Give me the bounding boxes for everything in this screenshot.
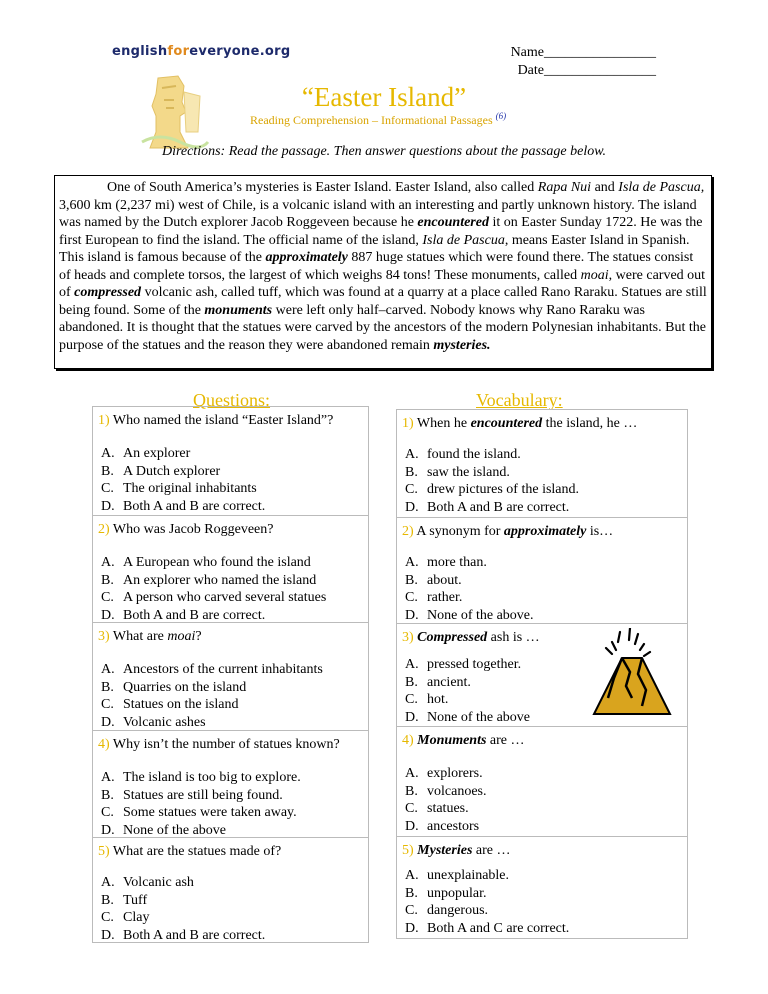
- answer-option[interactable]: A. explorers.: [405, 766, 483, 781]
- answer-option[interactable]: B. about.: [405, 572, 462, 588]
- page-title: “Easter Island”: [301, 82, 467, 112]
- answer-option[interactable]: A. pressed together.: [405, 657, 522, 672]
- answer-option[interactable]: D. Both A and B are correct.: [405, 499, 570, 515]
- questions-heading: Questions:: [193, 390, 271, 410]
- answer-option[interactable]: D. None of the above: [405, 709, 531, 725]
- question-1: 1) Who named the island “Easter Island”? A. An explorer B. A Dutch explorer C. The original inhabitants D. Both A and B are correct.: [98, 413, 334, 514]
- answer-option[interactable]: A. more than.: [405, 555, 487, 570]
- vocab-question-2: 2) A synonym for approximately is… A. more than. B. about. C. rather. D. None of the above.: [397, 517, 687, 624]
- question-3: 3) What are moai? A. Ancestors of the current inhabitants B. Quarries on the island C. Statues on the island D. Volcanic ashes: [93, 622, 368, 731]
- answer-option[interactable]: C. dangerous.: [405, 903, 489, 918]
- vocabulary-heading: Vocabulary:: [476, 390, 563, 410]
- answer-option[interactable]: D. None of the above.: [405, 607, 534, 623]
- answer-option[interactable]: D. None of the above: [101, 822, 227, 838]
- question-5: 5) What are the statues made of? A. Volcanic ash B. Tuff C. Clay D. Both A and B are correct.: [93, 837, 368, 943]
- answer-option[interactable]: A. A European who found the island: [101, 555, 311, 570]
- questions-column: [92, 406, 369, 943]
- answer-option[interactable]: B. ancient.: [405, 674, 471, 690]
- answer-option[interactable]: B. Tuff: [101, 892, 148, 908]
- answer-option[interactable]: C. Some statues were taken away.: [101, 805, 297, 820]
- answer-option[interactable]: C. A person who carved several statues: [101, 590, 327, 605]
- answer-option[interactable]: B. Statues are still being found.: [101, 787, 283, 803]
- answer-option[interactable]: C. Clay: [101, 910, 150, 925]
- answer-option[interactable]: A. The island is too big to explore.: [101, 770, 301, 785]
- answer-option[interactable]: D. Both A and C are correct.: [405, 920, 570, 936]
- answer-option[interactable]: B. An explorer who named the island: [101, 572, 317, 588]
- question-4: 4) Why isn’t the number of statues known? A. The island is too big to explore. B. Statues are still being found. C. Some statues were taken away. D. None of the above: [93, 730, 368, 838]
- answer-option[interactable]: B. saw the island.: [405, 464, 510, 480]
- answer-option[interactable]: C. statues.: [405, 801, 469, 816]
- answer-option[interactable]: B. volcanoes.: [405, 783, 487, 799]
- vocab-question-1: 1) When he encountered the island, he … A. found the island. B. saw the island. C. drew pictures of the island. D. Both A and B are correct.: [402, 416, 638, 515]
- answer-option[interactable]: C. rather.: [405, 590, 463, 605]
- reading-passage: One of South America’s mysteries is Easter Island. Easter Island, also called Rapa Nui and Isla de Pascua, 3,600 km (2,237 mi) west of Chile, is a volcanic island with an interesting and partly unknown history. The island was named by the Dutch explorer Jacob Roggeveen because he encountered it on Easter Sunday 1722. He was the first European to find the island. The official name of the island, Isla de Pascua, means Easter Island in Spanish. This island is famous because of the approximately 887 huge statues which were found there. The statues consist of heads and complete torsos, the largest of which weighs 84 tons! These monuments, called moai, were carved out of compressed volcanic ash, called tuff, which was found at a quarry at a place called Rano Raraku. Statues are still being found. Some of the monuments were left only half–carved. Nobody knows why Rano Raraku was abandoned. It is thought that the statues were carved by the ancestors of the modern Polynesian inhabitants. But the purpose of the statues and the reason they were abandoned remain mysteries.: [54, 175, 712, 369]
- name-date-fields: [500, 44, 656, 80]
- vocab-question-4: 4) Monuments are … A. explorers. B. volcanoes. C. statues. D. ancestors: [397, 726, 687, 837]
- answer-option[interactable]: C. Statues on the island: [101, 697, 239, 712]
- volcano-icon: [592, 628, 672, 716]
- answer-option[interactable]: C. hot.: [405, 692, 449, 707]
- directions: Directions: Read the passage. Then answer questions about the passage below.: [161, 144, 607, 159]
- answer-option[interactable]: D. Volcanic ashes: [101, 714, 206, 730]
- date-field: Date________________: [517, 63, 656, 78]
- answer-option[interactable]: D. Both A and B are correct.: [101, 607, 266, 623]
- answer-option[interactable]: B. unpopular.: [405, 885, 487, 901]
- answer-option[interactable]: C. drew pictures of the island.: [405, 482, 580, 497]
- answer-option[interactable]: D. Both A and B are correct.: [101, 498, 266, 514]
- answer-option[interactable]: D. ancestors: [405, 818, 480, 834]
- answer-option[interactable]: A. found the island.: [405, 447, 521, 462]
- answer-option[interactable]: D. Both A and B are correct.: [101, 927, 266, 943]
- name-field: Name________________: [510, 45, 656, 60]
- answer-option[interactable]: B. A Dutch explorer: [101, 463, 221, 479]
- question-2: 2) Who was Jacob Roggeveen? A. A European who found the island B. An explorer who named the island C. A person who carved several statues D. Both A and B are correct.: [93, 515, 368, 623]
- answer-option[interactable]: B. Quarries on the island: [101, 679, 247, 695]
- answer-option[interactable]: A. unexplainable.: [405, 868, 510, 883]
- site-logo-text: englishforeveryone.org: [112, 44, 291, 59]
- answer-option[interactable]: C. The original inhabitants: [101, 481, 257, 496]
- page-subtitle: Reading Comprehension – Informational Passages $^{(6)}$: [250, 111, 507, 127]
- answer-option[interactable]: A. An explorer: [101, 446, 191, 461]
- answer-option[interactable]: A. Ancestors of the current inhabitants: [101, 662, 323, 677]
- vocab-question-3: 3) Compressed ash is … A. pressed together. B. ancient. C. hot. D. None of the above: [397, 623, 687, 727]
- vocab-question-5: 5) Mysteries are … A. unexplainable. B. unpopular. C. dangerous. D. Both A and C are correct.: [397, 836, 687, 939]
- answer-option[interactable]: A. Volcanic ash: [101, 875, 194, 890]
